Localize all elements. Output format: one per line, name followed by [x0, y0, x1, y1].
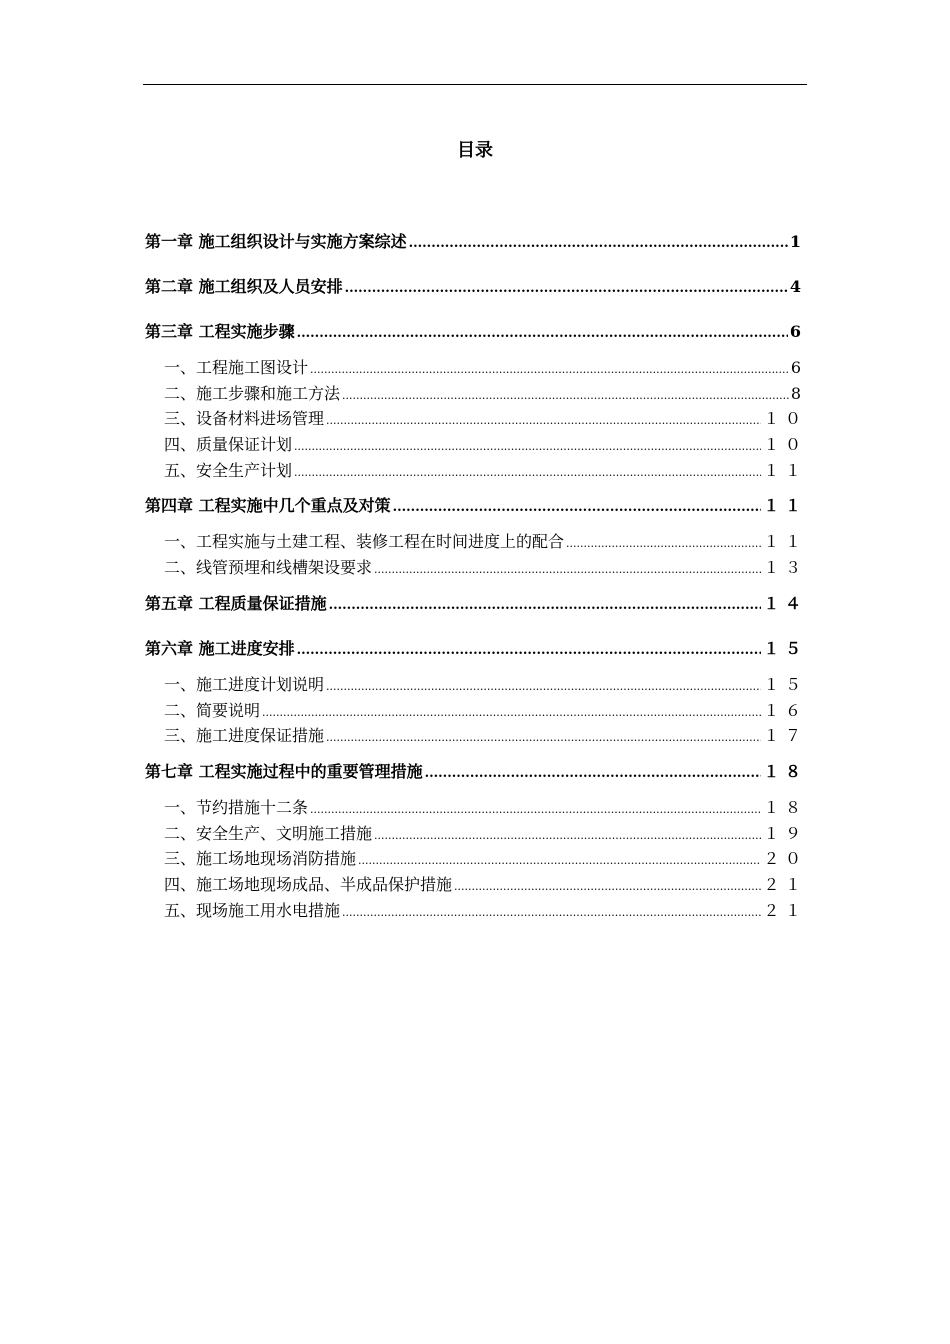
toc-page-number: １８ [763, 798, 807, 817]
toc-section-7-5[interactable] [145, 898, 807, 921]
toc-page-number: 4 [789, 277, 807, 296]
toc-page-number: １０ [763, 435, 807, 454]
dot-leader [342, 384, 789, 403]
toc-page-number: 6 [789, 322, 807, 341]
toc-chapter-7[interactable] [145, 759, 807, 782]
toc-chapter-1[interactable] [145, 229, 807, 252]
dot-leader [326, 675, 761, 694]
dot-leader [409, 232, 788, 251]
toc-section-6-1[interactable] [145, 672, 807, 695]
toc-page-number: １８ [763, 762, 807, 781]
dot-leader [393, 496, 762, 515]
toc-section-6-2[interactable] [145, 698, 807, 721]
toc-entry-label: 一、工程施工图设计 [164, 358, 309, 377]
toc-page-number: １９ [763, 824, 807, 843]
dot-leader [326, 409, 761, 428]
toc-entry-label: 第一章 施工组织设计与实施方案综述 [145, 232, 407, 251]
toc-entry-label: 第六章 施工进度安排 [145, 639, 295, 658]
dot-leader [566, 532, 761, 551]
toc-entry-label: 四、施工场地现场成品、半成品保护措施 [164, 875, 453, 894]
toc-page-number: １１ [763, 496, 807, 515]
dot-leader [310, 798, 761, 817]
toc-entry-label: 二、安全生产、文明施工措施 [164, 824, 373, 843]
toc-section-7-3[interactable] [145, 846, 807, 869]
toc-entry-label: 第二章 施工组织及人员安排 [145, 277, 343, 296]
toc-page-number: １１ [763, 532, 807, 551]
dot-leader [374, 558, 761, 577]
toc-entry-label: 三、施工场地现场消防措施 [164, 849, 357, 868]
toc-entry-label: 四、质量保证计划 [164, 435, 293, 454]
toc-page-number: 1 [789, 232, 807, 251]
toc-section-6-3[interactable] [145, 723, 807, 746]
toc-page-number: 6 [790, 358, 807, 377]
toc-chapter-3[interactable] [145, 319, 807, 342]
toc-entry-label: 三、设备材料进场管理 [164, 409, 325, 428]
toc-page-number: １６ [763, 701, 807, 720]
dot-leader [326, 726, 761, 745]
dot-leader [374, 824, 761, 843]
toc-section-3-2[interactable] [145, 381, 807, 404]
toc-entry-label: 第三章 工程实施步骤 [145, 322, 295, 341]
toc-page-number: １１ [763, 461, 807, 480]
toc-entry-label: 一、施工进度计划说明 [164, 675, 325, 694]
toc-page-number: ２０ [763, 849, 807, 868]
toc-entry-label: 第四章 工程实施中几个重点及对策 [145, 496, 391, 515]
toc-page-number: １５ [763, 639, 807, 658]
toc-section-4-2[interactable] [145, 555, 807, 578]
toc-page-number: １４ [763, 594, 807, 613]
toc-page-number: １３ [763, 558, 807, 577]
toc-section-3-4[interactable] [145, 432, 807, 455]
toc-title: 目录 [457, 140, 493, 161]
dot-leader [310, 358, 789, 377]
toc-entry-label: 第五章 工程质量保证措施 [145, 594, 327, 613]
toc-entry-label: 一、工程实施与土建工程、装修工程在时间进度上的配合 [164, 532, 565, 551]
toc-entry-label: 二、线管预埋和线槽架设要求 [164, 558, 373, 577]
header-rule [143, 84, 807, 85]
toc-entry-label: 五、安全生产计划 [164, 461, 293, 480]
toc-page-number: １５ [763, 675, 807, 694]
dot-leader [329, 594, 762, 613]
toc-chapter-5[interactable] [145, 591, 807, 614]
toc-page-number: ２１ [763, 901, 807, 920]
toc-entry-label: 一、节约措施十二条 [164, 798, 309, 817]
dot-leader [297, 639, 762, 658]
toc-section-7-2[interactable] [145, 821, 807, 844]
toc-page-number: ２１ [763, 875, 807, 894]
dot-leader [342, 901, 761, 920]
toc-entry-label: 二、施工步骤和施工方法 [164, 384, 341, 403]
dot-leader [294, 461, 761, 480]
toc-entry-label: 三、施工进度保证措施 [164, 726, 325, 745]
dot-leader [358, 849, 761, 868]
dot-leader [454, 875, 761, 894]
toc-entry-label: 五、现场施工用水电措施 [164, 901, 341, 920]
toc-page-number: 8 [790, 384, 807, 403]
dot-leader [297, 322, 788, 341]
dot-leader [262, 701, 761, 720]
toc-section-7-1[interactable] [145, 795, 807, 818]
toc-entry-label: 二、简要说明 [164, 701, 261, 720]
dot-leader [345, 277, 788, 296]
toc-chapter-6[interactable] [145, 636, 807, 659]
toc-page-number: １０ [763, 409, 807, 428]
toc-page-number: １７ [763, 726, 807, 745]
dot-leader [294, 435, 761, 454]
toc-section-3-1[interactable] [145, 355, 807, 378]
toc-section-4-1[interactable] [145, 529, 807, 552]
dot-leader [425, 762, 762, 781]
toc-section-3-3[interactable] [145, 406, 807, 429]
toc-chapter-2[interactable] [145, 274, 807, 297]
toc-section-7-4[interactable] [145, 872, 807, 895]
toc-entry-label: 第七章 工程实施过程中的重要管理措施 [145, 762, 423, 781]
toc-chapter-4[interactable] [145, 493, 807, 516]
toc-section-3-5[interactable] [145, 458, 807, 481]
